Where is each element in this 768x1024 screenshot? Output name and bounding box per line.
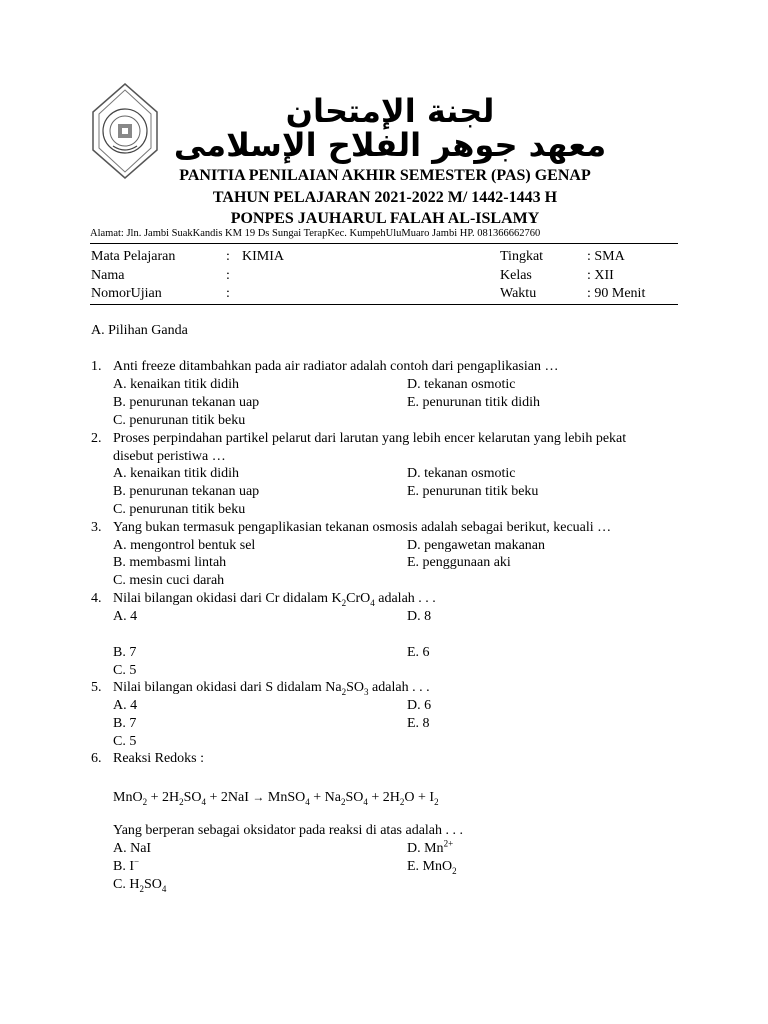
divider-bottom — [90, 304, 678, 305]
q2-option-a: A. kenaikan titik didih — [113, 466, 239, 481]
reaction-arrow: → — [252, 790, 265, 804]
tingkat-value: : SMA — [587, 249, 625, 264]
q3-number: 3. — [91, 520, 102, 535]
mata-pelajaran-label: Mata Pelajaran — [91, 249, 176, 264]
q3-option-a: A. mengontrol bentuk sel — [113, 538, 256, 553]
q3-option-b: B. membasmi lintah — [113, 555, 227, 570]
divider-top — [90, 243, 678, 244]
q1-option-c: C. penurunan titik beku — [113, 413, 246, 428]
arabic-title-line1: لجنة الإمتحان — [285, 92, 495, 130]
q5-option-a: A. 4 — [113, 698, 138, 713]
waktu-label: Waktu — [500, 286, 537, 301]
q4-option-b: B. 7 — [113, 645, 137, 660]
heading-line1: PANITIA PENILAIAN AKHIR SEMESTER (PAS) GENAP — [179, 167, 591, 184]
q5-option-e: E. 8 — [407, 716, 430, 731]
q5-number: 5. — [91, 680, 102, 695]
q6-option-c: C. $H_2SO_4$ — [113, 877, 167, 894]
mata-pelajaran-value: KIMIA — [242, 249, 284, 264]
q4-option-c: C. 5 — [113, 663, 137, 678]
redox-equation: $MnO_2 + 2H_2SO_4 + 2NaI$ → MnSO$_4$ + $Na_2SO_4 + 2H_2O + I_2$ — [113, 790, 439, 807]
q4-option-e: E. 6 — [407, 645, 430, 660]
q2-number: 2. — [91, 431, 102, 446]
q6-option-d: D. $Mn^{2+}$ — [407, 838, 454, 856]
q3-option-e: E. penggunaan aki — [407, 555, 511, 570]
mata-pelajaran-sep: : — [226, 249, 230, 264]
q3-option-c: C. mesin cuci darah — [113, 573, 225, 588]
q6-text: Reaksi Redoks : — [113, 751, 204, 766]
q6-number: 6. — [91, 751, 102, 766]
nomor-ujian-sep: : — [226, 286, 230, 301]
q2-option-d: D. tekanan osmotic — [407, 466, 516, 481]
q6-question: Yang berperan sebagai oksidator pada reaksi di atas adalah . . . — [113, 823, 464, 838]
q2-option-b: B. penurunan tekanan uap — [113, 484, 260, 499]
section-title: A. Pilihan Ganda — [91, 323, 188, 338]
q2-option-e: E. penurunan titik beku — [407, 484, 539, 499]
nama-label: Nama — [91, 268, 125, 283]
q5-option-d: D. 6 — [407, 698, 432, 713]
q1-option-b: B. penurunan tekanan uap — [113, 395, 260, 410]
q5-text: Nilai bilangan okidasi dari S didalam $Na_2SO_3$ adalah . . . — [113, 680, 430, 697]
q6-option-b: B. I− — [113, 856, 140, 874]
q4-option-a: A. 4 — [113, 609, 138, 624]
q4-option-d: D. 8 — [407, 609, 432, 624]
q6-option-a: A. NaI — [113, 841, 152, 856]
heading-line2: TAHUN PELAJARAN 2021-2022 M/ 1442-1443 H — [212, 189, 558, 206]
q5-option-b: B. 7 — [113, 716, 137, 731]
q5-option-c: C. 5 — [113, 734, 137, 749]
q1-option-e: E. penurunan titik didih — [407, 395, 540, 410]
q6-option-e: E. MnO$_2$ — [407, 859, 457, 876]
kelas-label: Kelas — [500, 268, 532, 283]
q1-option-d: D. tekanan osmotic — [407, 377, 516, 392]
q3-text: Yang bukan termasuk pengaplikasian tekanan osmosis adalah sebagai berikut, kecuali … — [113, 520, 612, 535]
q1-number: 1. — [91, 359, 102, 374]
q2-text-line1: Proses perpindahan partikel pelarut dari larutan yang lebih encer kelarutan yang lebih pekat — [113, 431, 627, 446]
heading-line3: PONPES JAUHARUL FALAH AL-ISLAMY — [230, 210, 540, 227]
q2-option-c: C. penurunan titik beku — [113, 502, 246, 517]
nomor-ujian-label: NomorUjian — [91, 286, 162, 301]
arabic-title-line2: معهد جوهر الفلاح الإسلامى — [173, 126, 607, 164]
kelas-value: : XII — [587, 268, 614, 283]
q1-option-a: A. kenaikan titik didih — [113, 377, 239, 392]
q4-number: 4. — [91, 591, 102, 606]
address: Alamat: Jln. Jambi SuakKandis KM 19 Ds Sungai TerapKec. KumpehUluMuaro Jambi HP. 081366662760 — [90, 228, 541, 239]
q4-text: Nilai bilangan okidasi dari Cr didalam $K_2CrO_4$ adalah . . . — [113, 591, 436, 608]
nama-sep: : — [226, 268, 230, 283]
q2-text-line2: disebut peristiwa … — [113, 449, 226, 464]
waktu-value: : 90 Menit — [587, 286, 646, 301]
q3-option-d: D. pengawetan makanan — [407, 538, 545, 553]
tingkat-label: Tingkat — [500, 249, 544, 264]
q1-text: Anti freeze ditambahkan pada air radiator adalah contoh dari pengaplikasian … — [113, 359, 559, 374]
